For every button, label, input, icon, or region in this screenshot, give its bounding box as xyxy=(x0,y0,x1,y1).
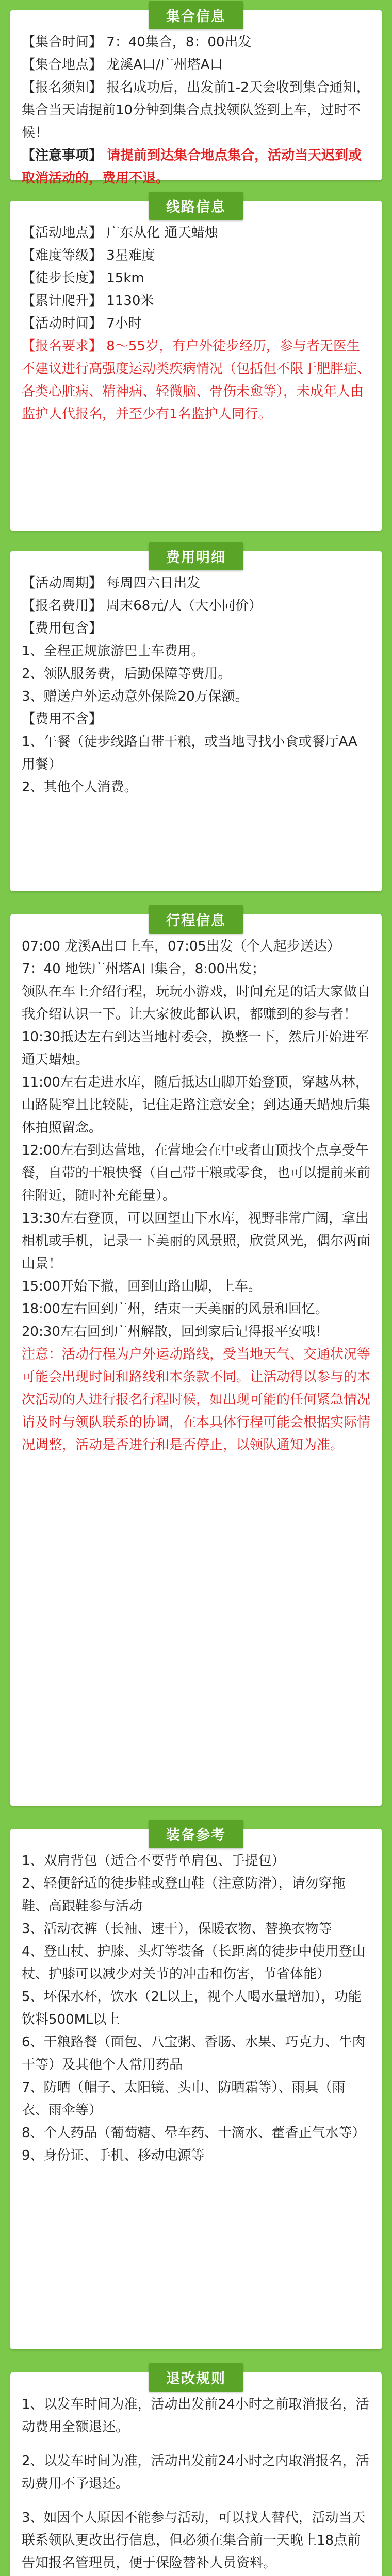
route-location: 【活动地点】 广东从化 通天蜡烛 xyxy=(22,225,218,241)
section-title-fee: 费用明细 xyxy=(149,542,243,570)
route-duration: 【活动时间】 7小时 xyxy=(22,316,142,331)
section-title-equipment: 装备参考 xyxy=(149,1820,243,1848)
attention-notice xyxy=(22,144,370,190)
fee-include-2: 2、领队服务费，后勤保障等费用。 xyxy=(22,666,232,682)
fee-exclude-2: 2、其他个人消费。 xyxy=(22,779,138,795)
schedule-note: 注意：活动行程为户外运动路线，受当地天气、交通状况等可能会出现时间和路线和本条款不同。让活动得以参与的本次活动的人进行报名行程时候，如出现可能的任何紧急情况请及时与领队联系的协调，在本具体行程可能会根据实际情况调整，活动是否进行和是否停止，以领队通知为准。 xyxy=(22,1347,371,1453)
attention-label: 【注意事项】 xyxy=(22,148,103,163)
fee-include-title: 【费用包含】 xyxy=(22,621,103,636)
schedule-item: 13:30左右登顶，可以回望山下水库，视野非常广阔，拿出相机或手机，记录一下美丽的风景照，欣赏风光，偶尔两面山景！ xyxy=(22,1211,371,1272)
schedule-item: 15:00开始下撤，回到山路山脚，上车。 xyxy=(22,1279,262,1294)
attention-text: 请提前到达集合地点集合，活动当天迟到或取消活动的，费用不退。 xyxy=(22,148,362,186)
equipment-card xyxy=(10,1829,382,2349)
fee-details-card xyxy=(10,551,382,891)
equipment-item: 7、防晒（帽子、太阳镜、头巾、防晒霜等）、雨具（雨衣、雨伞等） xyxy=(22,2080,346,2118)
schedule-item: 20:30左右回到广州解散，回到家后记得报平安哦！ xyxy=(22,1324,329,1340)
section-title-schedule: 行程信息 xyxy=(149,905,243,934)
equipment-item: 1、双肩背包（适合不要背单肩包、手提包） xyxy=(22,1853,285,1869)
schedule-item: 11:00左右走进水库，随后抵达山脚开始登顶，穿越丛林，山路陡窄且比较陡，记住走路注意安全；到达通天蜡烛后集体拍照留念。 xyxy=(22,1075,371,1136)
route-climb: 【累计爬升】 1130米 xyxy=(22,293,154,309)
schedule-item: 7：40 地铁广州塔A口集合，8:00出发； xyxy=(22,961,266,977)
fee-include-3: 3、赠送户外运动意外保险20万保额。 xyxy=(22,689,249,704)
refund-rules-card xyxy=(10,2372,382,2576)
refund-rule: 3、如因个人原因不能参与活动，可以找人替代，活动当天联系领队更改出行信息，但必须在集合前一天晚上18点前告知报名管理员，便于保险替补人员资料。 xyxy=(22,2510,366,2571)
section-title-refund: 退改规则 xyxy=(149,2363,243,2392)
route-info-card xyxy=(10,201,382,531)
section-title-meeting: 集合信息 xyxy=(149,1,243,29)
fee-price: 【报名费用】 周末68元/人（大小同价） xyxy=(22,598,263,614)
meeting-time: 【集合时间】 7：40集合，8：00出发 xyxy=(22,35,252,50)
schedule-item: 18:00左右回到广州，结束一天美丽的风景和回忆。 xyxy=(22,1301,329,1317)
equipment-item: 2、轻便舒适的徒步鞋或登山鞋（注意防滑），请勿穿拖鞋、高跟鞋参与活动 xyxy=(22,1876,346,1914)
fee-period: 【活动周期】 每周四六日出发 xyxy=(22,575,201,591)
section-title-route: 线路信息 xyxy=(149,192,243,220)
refund-rule: 1、以发车时间为准，活动出发前24小时之前取消报名，活动费用全额退还。 xyxy=(22,2397,369,2435)
route-length: 【徒步长度】 15km xyxy=(22,270,144,286)
meeting-info-card xyxy=(10,9,382,186)
fee-include-1: 1、全程正规旅游巴士车费用。 xyxy=(22,643,205,659)
equipment-item: 6、干粮路餐（面包、八宝粥、香肠、水果、巧克力、牛肉干等）及其他个人常用药品 xyxy=(22,2035,366,2073)
signup-notice: 【报名须知】 报名成功后，出发前1-2天会收到集合通知，集合当天请提前10分钟到集合点找领队签到上车，过时不候！ xyxy=(22,80,370,141)
route-requirements: 【报名要求】 8～55岁，有户外徒步经历，参与者无医生不建议进行高强度运动类疾病情况（包括但不限于肥胖症、各类心脏病、精神病、轻微脑、骨伤未愈等），未成年人由监护人代报名，并至少有1名监护人同行。 xyxy=(22,338,371,422)
equipment-item: 5、坏保水杯，饮水（2L以上，视个人喝水量增加），功能饮料500ML以上 xyxy=(22,1989,362,2027)
schedule-item: 领队在车上介绍行程，玩玩小游戏，时间充足的话大家做自我介绍认识一下。让大家彼此都认识，都赚到的参与者！ xyxy=(22,984,371,1022)
schedule-item: 10:30抵达左右到达当地村委会，换整一下，然后开始进军通天蜡烛。 xyxy=(22,1029,369,1067)
fee-exclude-title: 【费用不含】 xyxy=(22,711,103,727)
equipment-item: 4、登山杖、护膝、头灯等装备（长距离的徒步中使用登山杖、护膝可以减少对关节的冲击和伤害，节省体能） xyxy=(22,1944,366,1982)
equipment-item: 8、个人药品（葡萄糖、晕车药、十滴水、藿香正气水等） xyxy=(22,2125,366,2141)
schedule-item: 07:00 龙溪A出口上车，07:05出发（个人起步送达） xyxy=(22,939,340,954)
refund-rule: 2、以发车时间为准，活动出发前24小时之内取消报名，活动费用不予退还。 xyxy=(22,2453,369,2492)
meeting-place: 【集合地点】 龙溪A口/广州塔A口 xyxy=(22,57,223,73)
schedule-item: 12:00左右到达营地，在营地会在中或者山顶找个点享受午餐，自带的干粮快餐（自己带干粮或零食，也可以提前来前往附近，随时补充能量）。 xyxy=(22,1143,371,1204)
route-difficulty: 【难度等级】 3星难度 xyxy=(22,248,155,263)
equipment-item: 3、活动衣裤（长袖、速干），保暖衣物、替换衣物等 xyxy=(22,1921,332,1937)
schedule-card xyxy=(10,914,382,1806)
fee-exclude-1: 1、午餐（徒步线路自带干粮，或当地寻找小食或餐厅AA用餐） xyxy=(22,734,357,772)
equipment-item: 9、身份证、手机、移动电源等 xyxy=(22,2148,205,2163)
